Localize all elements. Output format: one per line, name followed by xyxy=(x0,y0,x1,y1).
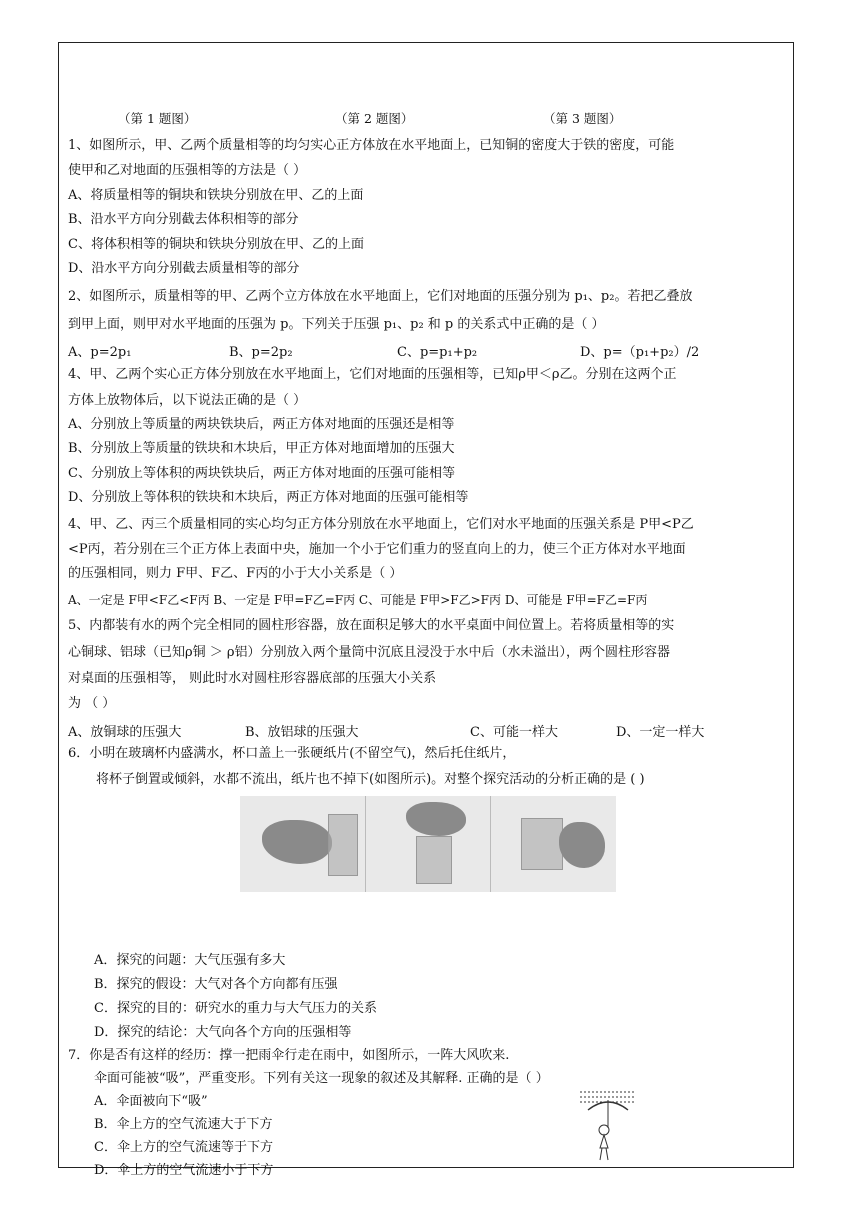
q6-option-b: B．探究的假设：大气对各个方向都有压强 xyxy=(94,977,338,992)
figure-label-2: （第 2 题图） xyxy=(335,111,414,126)
q5-option-d: D、一定一样大 xyxy=(616,725,705,740)
q5-option-b: B、放铝球的压强大 xyxy=(245,725,359,740)
q6-option-c: C．探究的目的：研究水的重力与大气压力的关系 xyxy=(94,1001,377,1016)
q6-stem-line2: 将杯子倒置或倾斜，水都不流出，纸片也不掉下(如图所示)。对整个探究活动的分析正确的是 ( ) xyxy=(96,772,645,787)
q5-stem-line4: 为 （ ） xyxy=(68,696,116,711)
q2-option-a: A、p=2p₁ xyxy=(68,345,132,360)
q2-stem-line2: 到甲上面，则甲对水平地面的压强为 p。下列关于压强 p₁、p₂ 和 p 的关系式中正确的是（ ） xyxy=(68,317,605,332)
q3-stem-line2: 方体上放物体后，以下说法正确的是（ ） xyxy=(68,393,307,408)
figure-label-3: （第 3 题图） xyxy=(543,111,622,126)
q1-option-c: C、将体积相等的铜块和铁块分别放在甲、乙的上面 xyxy=(68,237,364,252)
q6-option-a: A．探究的问题：大气压强有多大 xyxy=(94,953,286,968)
q1-option-b: B、沿水平方向分别截去体积相等的部分 xyxy=(68,212,299,227)
q5-stem-line3: 对桌面的压强相等， 则此时水对圆柱形容器底部的压强大小关系 xyxy=(68,671,437,686)
q6-option-d: D．探究的结论：大气向各个方向的压强相等 xyxy=(94,1025,352,1040)
q7-option-a: A．伞面被向下“吸” xyxy=(94,1094,208,1109)
photo-panel-1 xyxy=(240,796,366,892)
q3-stem-line1: 4、甲、乙两个实心正方体分别放在水平地面上，它们对地面的压强相等，已知ρ甲＜ρ乙。分别在这两个正 xyxy=(68,367,677,382)
q5-stem-line2: 心铜球、铝球（已知ρ铜 ＞ ρ铝）分别放入两个量筒中沉底且浸没于水中后（水未溢出），两个圆柱形容器 xyxy=(68,645,671,660)
q2-option-b: B、p=2p₂ xyxy=(229,345,293,360)
q3-option-a: A、分别放上等质量的两块铁块后，两正方体对地面的压强还是相等 xyxy=(68,417,455,432)
q2-option-d: D、p=（p₁+p₂）/2 xyxy=(580,345,700,360)
q1-stem-line1: 1、如图所示，甲、乙两个质量相等的均匀实心正方体放在水平地面上，已知铜的密度大于铁的密度，可能 xyxy=(68,138,675,153)
q7-option-b: B．伞上方的空气流速大于下方 xyxy=(94,1117,273,1132)
experiment-photo xyxy=(240,796,616,892)
q4-stem-line1: 4、甲、乙、丙三个质量相同的实心均匀正方体分别放在水平地面上，它们对水平地面的压强关系是 P甲<P乙 xyxy=(68,517,694,532)
q7-stem-line1: 7．你是否有这样的经历：撑一把雨伞行走在雨中，如图所示，一阵大风吹来. xyxy=(68,1048,510,1063)
q4-stem-line3: 的压强相同，则力 F甲、F乙、F丙的小于大小关系是（ ） xyxy=(68,566,403,581)
umbrella-figure xyxy=(578,1086,638,1166)
q5-option-a: A、放铜球的压强大 xyxy=(68,725,182,740)
q3-option-b: B、分别放上等质量的铁块和木块后，甲正方体对地面增加的压强大 xyxy=(68,441,455,456)
q4-stem-line2: <P丙，若分别在三个正方体上表面中央，施加一个小于它们重力的竖直向上的力，使三个正方体对水平地面 xyxy=(68,542,686,557)
q6-stem-line1: 6．小明在玻璃杯内盛满水，杯口盖上一张硬纸片(不留空气)，然后托住纸片， xyxy=(68,746,516,761)
q1-stem-line2: 使甲和乙对地面的压强相等的方法是（ ） xyxy=(68,163,307,178)
q7-option-d: D．伞上方的空气流速小于下方 xyxy=(94,1163,274,1178)
q3-option-c: C、分别放上等体积的两块铁块后，两正方体对地面的压强可能相等 xyxy=(68,466,455,481)
q1-option-a: A、将质量相等的铜块和铁块分别放在甲、乙的上面 xyxy=(68,188,364,203)
q2-option-c: C、p=p₁+p₂ xyxy=(397,345,478,360)
q4-options: A、一定是 F甲<F乙<F丙 B、一定是 F甲=F乙=F丙 C、可能是 F甲>F乙>F丙 D、可能是 F甲=F乙=F丙 xyxy=(68,593,648,607)
photo-panel-2 xyxy=(366,796,492,892)
q7-option-c: C．伞上方的空气流速等于下方 xyxy=(94,1140,273,1155)
q2-stem-line1: 2、如图所示，质量相等的甲、乙两个立方体放在水平地面上，它们对地面的压强分别为 p₁、p₂。若把乙叠放 xyxy=(68,289,693,304)
photo-panel-3 xyxy=(491,796,616,892)
q1-option-d: D、沿水平方向分别截去质量相等的部分 xyxy=(68,261,300,276)
figure-label-1: （第 1 题图） xyxy=(118,111,197,126)
q5-stem-line1: 5、内都装有水的两个完全相同的圆柱形容器，放在面积足够大的水平桌面中间位置上。若将质量相等的实 xyxy=(68,618,675,633)
q7-stem-line2: 伞面可能被“吸”，严重变形。下列有关这一现象的叙述及其解释. 正确的是（ ） xyxy=(94,1071,549,1086)
q5-option-c: C、可能一样大 xyxy=(470,725,558,740)
q3-option-d: D、分别放上等体积的铁块和木块后，两正方体对地面的压强可能相等 xyxy=(68,490,469,505)
